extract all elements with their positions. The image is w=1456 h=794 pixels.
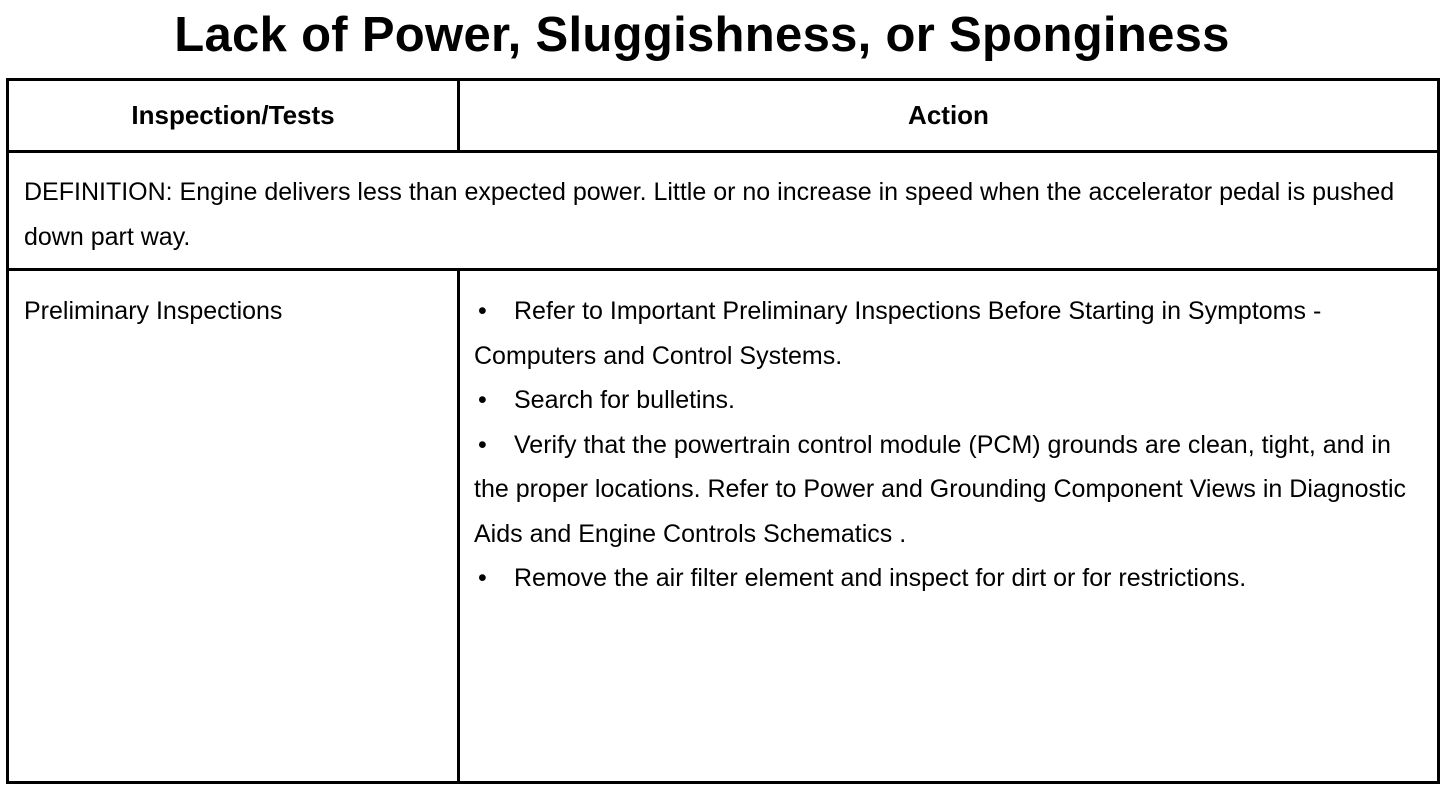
bullet-icon: •: [478, 564, 487, 592]
bullet-icon: •: [478, 297, 487, 325]
definition-text: DEFINITION: Engine delivers less than expected power. Little or no increase in speed when the accelerator pedal is pushed down part way.: [24, 178, 1395, 251]
action-item: [474, 556, 1414, 601]
header-inspection-tests: Inspection/Tests: [131, 100, 335, 130]
header-action: Action: [908, 100, 989, 130]
action-text: Refer to Important Preliminary Inspections Before Starting in Symptoms - Computers and Control Systems.: [474, 297, 1322, 370]
action-text: Search for bulletins.: [514, 386, 735, 414]
action-item: [474, 423, 1414, 557]
action-text: Remove the air filter element and inspect for dirt or for restrictions.: [514, 564, 1247, 592]
bullet-icon: •: [478, 430, 487, 459]
bullet-icon: •: [478, 386, 487, 414]
page-title: Lack of Power, Sluggishness, or Sponginess: [174, 8, 1230, 62]
action-item: [474, 289, 1414, 378]
inspection-cell: Preliminary Inspections: [24, 297, 283, 325]
definition-divider: [9, 268, 1437, 271]
body-column-divider: [457, 268, 460, 784]
diagnostic-table: [6, 78, 1440, 784]
action-text: Verify that the powertrain control module (PCM) grounds are clean, tight, and in the proper locations. Refer to Power and Grounding Component Views in Diagnostic Aids and Engine Controls Schematics .: [474, 430, 1407, 548]
action-item: [474, 378, 1414, 423]
header-divider: [9, 150, 1437, 153]
action-list: [474, 289, 1414, 601]
